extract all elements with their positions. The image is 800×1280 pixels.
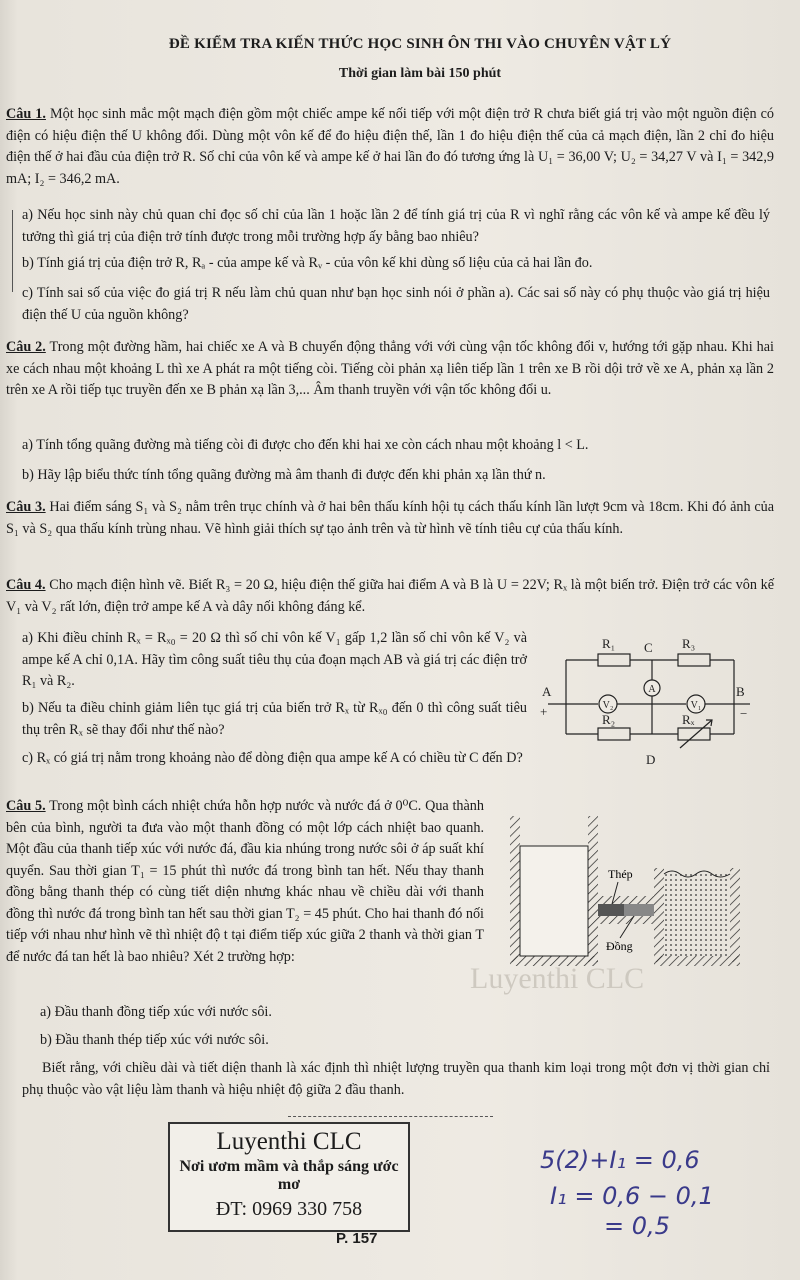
margin-mark xyxy=(12,210,13,292)
label-r1: R₁ xyxy=(602,636,616,651)
stamp-slogan: Nơi ươm mầm và thắp sáng ước mơ xyxy=(179,1158,399,1193)
circuit-diagram xyxy=(536,630,766,770)
question-3-label: Câu 3. xyxy=(6,499,46,515)
publisher-stamp xyxy=(168,1122,410,1232)
left-vessel-wall-right xyxy=(588,816,598,962)
question-2-part-a: a) Tính tổng quãng đường mà tiếng còi đi được cho đến khi hai xe còn cách nhau một khoảng l < L. xyxy=(22,437,589,453)
question-2-label: Câu 2. xyxy=(6,339,46,355)
question-4-part-c: c) Rₓ có giá trị nằm trong khoảng nào để dòng điện qua ampe kế A có chiều từ C đến D? xyxy=(22,750,523,766)
label-r3: R₃ xyxy=(682,636,696,651)
question-5-part-a: a) Đầu thanh đồng tiếp xúc với nước sôi. xyxy=(40,1004,272,1020)
label-minus: − xyxy=(740,706,748,721)
voltmeter-v1-label: V₁ xyxy=(690,700,702,711)
question-4-label: Câu 4. xyxy=(6,577,46,593)
resistor-r1 xyxy=(598,654,630,666)
insulation-bottom xyxy=(598,916,654,924)
right-vessel-wall-right xyxy=(730,868,740,962)
question-1-part-c: c) Tính sai số của việc đo giá trị R nếu làm chủ quan như bạn học sinh nói ở phần a). Các sai số này có phụ thuộc vào giá trị hiệu điện thế U của nguồn không? xyxy=(22,285,770,323)
label-rx: Rₓ xyxy=(682,712,695,727)
exam-duration: Thời gian làm bài 150 phút xyxy=(338,66,502,81)
resistor-r3 xyxy=(678,654,710,666)
question-1-part-b: b) Tính giá trị của điện trở R, Rₐ - của ampe kế và Rᵥ - của vôn kế khi dùng số liệu của cả hai lần đo. xyxy=(22,255,593,271)
resistor-r2 xyxy=(598,728,630,740)
label-c: C xyxy=(644,640,653,655)
stamp-name: Luyenthi CLC xyxy=(216,1128,362,1155)
left-vessel-water xyxy=(520,846,588,956)
label-steel: Thép xyxy=(608,867,633,881)
question-3-text: Hai điểm sáng S₁ và S₂ nằm trên trục chính và ở hai bên thấu kính hội tụ cách thấu kính lần lượt 9cm và 18cm. Khi đó ảnh của S₁ và S₂ qua thấu kính trùng nhau. Vẽ hình giải thích sự tạo ảnh trên và từ hình vẽ tính tiêu cự của thấu kính. xyxy=(6,499,775,537)
question-1-label: Câu 1. xyxy=(6,106,46,122)
section-divider xyxy=(288,1116,493,1117)
right-vessel-bottom xyxy=(654,956,740,966)
label-node-a: A xyxy=(542,684,552,699)
label-plus: + xyxy=(540,704,548,719)
label-r2: R₂ xyxy=(602,712,616,727)
handwritten-line-1: 5(2)+I₁ = 0,6 xyxy=(540,1146,700,1174)
rheostat-rx xyxy=(678,728,710,740)
watermark: Luyenthi CLC xyxy=(470,962,645,995)
right-vessel-ice-water xyxy=(664,874,730,956)
label-copper: Đồng xyxy=(606,939,633,953)
copper-rod xyxy=(624,904,654,916)
heat-conduction-diagram xyxy=(504,808,744,968)
steel-rod xyxy=(598,904,624,916)
stamp-phone: ĐT: 0969 330 758 xyxy=(215,1198,363,1220)
question-5 xyxy=(6,796,484,968)
question-2 xyxy=(6,337,774,402)
handwritten-line-2: I₁ = 0,6 − 0,1 xyxy=(550,1182,714,1210)
question-5-text: Trong một bình cách nhiệt chứa hỗn hợp nước và nước đá ở 0⁰C. Qua thành bên của bình, người ta đưa vào một thanh đồng có một lớp cách nhiệt bao quanh. Một đầu của thanh tiếp xúc với nước đá, đầu kia nhúng trong nước sôi ở áp suất khí quyển. Sau thời gian T₁ = 15 phút thì nước đá trong bình tan hết. Nếu thay thanh đồng bằng thanh thép có cùng tiết diện nhưng khác nhau về chiều dài với thanh đồng thì nước đá trong bình tan hết sau thời gian T₂ = 45 phút. Cho hai thanh đó nối tiếp với nhau như hình vẽ thì nhiệt độ t tại điểm tiếp xúc giữa 2 thanh và thời gian T để nước đá tan hết là bao nhiêu? Xét 2 trường hợp: xyxy=(6,798,484,965)
handwritten-notes xyxy=(540,1140,770,1240)
question-5-label: Câu 5. xyxy=(6,798,46,814)
question-2-text: Trong một đường hầm, hai chiếc xe A và B chuyển động thẳng với với cùng vận tốc không đổi v, hướng tới gặp nhau. Khi hai xe cách nhau một khoảng L thì xe A phát ra một tiếng còi. Tiếng còi phản xạ liên tiếp lần 1 trên xe B rồi dội trở về xe A, phản xạ lần 2 trên xe A rồi tiếp tục truyền đến xe B phản xạ lần 3,... Âm thanh truyền với vận tốc không đổi u. xyxy=(6,339,774,398)
question-4-part-a: a) Khi điều chỉnh Rₓ = Rₓ₀ = 20 Ω thì số chỉ vôn kế V₁ gấp 1,2 lần số chỉ vôn kế V₂ và ampe kế A chỉ 0,1A. Hãy tìm công suất tiêu thụ của đoạn mạch AB và giá trị các điện trở R₁ và R₂. xyxy=(22,630,527,689)
question-1 xyxy=(6,104,774,190)
question-3 xyxy=(6,497,774,540)
question-4-text: Cho mạch điện hình vẽ. Biết R₃ = 20 Ω, hiệu điện thế giữa hai điểm A và B là U = 22V; Rₓ là một biến trở. Điện trở các vôn kế V₁ và V₂ rất lớn, điện trở ampe kế A và dây nối không đáng kể. xyxy=(6,577,774,615)
ammeter-label: A xyxy=(648,684,656,695)
question-1-text: Một học sinh mắc một mạch điện gồm một chiếc ampe kế nối tiếp với một điện trở R chưa biết giá trị vào một nguồn điện có điện có hiệu điện thế U không đổi. Dùng một vôn kế để đo hiệu điện thế, lần 1 đo hiệu điện thế của cả mạch điện, lần 2 chỉ đo hiệu điện thế ở hai đầu của điện trở R. Số chỉ của vôn kế và ampe kế ở hai lần đo đó tương ứng là U₁ = 36,00 V; U₂ = 34,27 V và I₁ = 342,9 mA; I₂ = 346,2 mA. xyxy=(6,106,774,187)
page-number: P. 157 xyxy=(336,1230,378,1247)
question-5-part-b: b) Đầu thanh thép tiếp xúc với nước sôi. xyxy=(40,1032,269,1048)
left-vessel-wall xyxy=(510,816,520,962)
question-5-note: Biết rằng, với chiều dài và tiết diện thanh là xác định thì nhiệt lượng truyền qua thanh kim loại trong một đơn vị thời gian chỉ phụ thuộc vào vật liệu làm thanh và hiệu nhiệt độ giữa 2 đầu thanh. xyxy=(22,1060,770,1098)
label-d: D xyxy=(646,752,656,767)
question-1-part-a: a) Nếu học sinh này chủ quan chỉ đọc số chỉ của lần 1 hoặc lần 2 để tính giá trị của R vì nghĩ rằng các vôn kế và ampe kế đều lý tưởng thì giá trị của điện trở tính được trong mỗi trường hợp ấy bằng bao nhiêu? xyxy=(22,207,770,245)
voltmeter-v2-label: V₂ xyxy=(602,700,614,711)
label-node-b: B xyxy=(736,684,745,699)
insulation-top xyxy=(598,896,654,904)
question-4 xyxy=(6,575,774,618)
question-4-part-b: b) Nếu ta điều chỉnh giảm liên tục giá trị của biến trở Rₓ từ Rₓ₀ đến 0 thì công suất tiêu thụ trên Rₓ sẽ thay đổi như thế nào? xyxy=(22,700,527,738)
question-2-part-b: b) Hãy lập biểu thức tính tổng quãng đường mà âm thanh đi được đến khi phản xạ lần thứ n. xyxy=(22,467,546,483)
exam-title: ĐỀ KIỂM TRA KIẾN THỨC HỌC SINH ÔN THI VÀO CHUYÊN VẬT LÝ xyxy=(168,36,672,52)
right-vessel-wall xyxy=(654,868,664,962)
handwritten-line-3: = 0,5 xyxy=(604,1212,670,1240)
